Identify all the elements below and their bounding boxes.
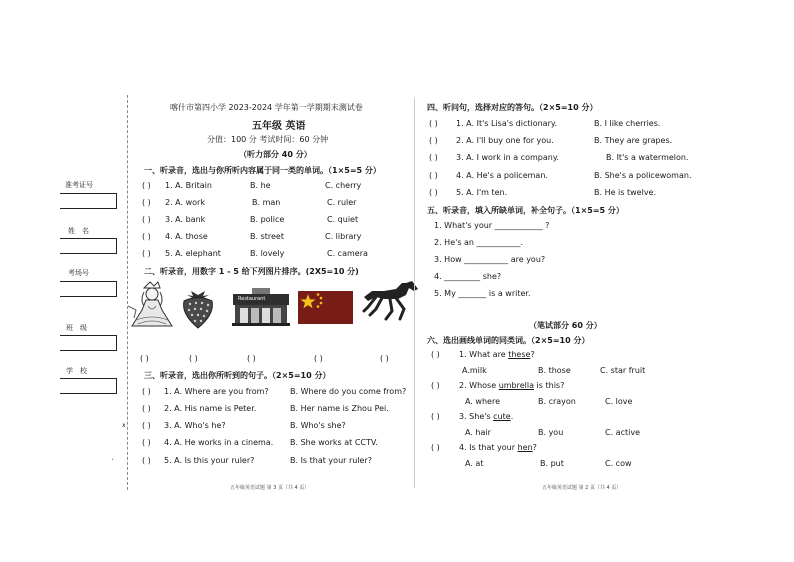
option-b: B. They are grapes. — [594, 136, 673, 145]
answer-blank[interactable]: ( ) — [429, 136, 438, 145]
question-stem: 1. What are these? — [459, 350, 535, 359]
option-b: B. I like cherries. — [594, 119, 661, 128]
answer-blank[interactable]: ( ) — [429, 153, 438, 162]
underlined-word: these — [508, 350, 531, 359]
grade-subject: 五年级 英语 — [252, 121, 306, 132]
answer-blank[interactable]: ( ) — [431, 443, 440, 452]
princess-picture — [128, 280, 176, 330]
option-a: 4. A. He's a policeman. — [456, 171, 548, 180]
option-a: 3. A. bank — [165, 215, 206, 224]
picture-answer-blank-4[interactable]: ( ) — [314, 354, 323, 363]
option-a: 2. A. I'll buy one for you. — [456, 136, 554, 145]
option-a: 2. A. work — [165, 198, 205, 207]
option-c: C. active — [605, 428, 640, 437]
option-c: C. camera — [327, 249, 368, 258]
answer-blank[interactable]: ( ) — [142, 198, 151, 207]
option-a: 1. A. It's Lisa's dictionary. — [456, 119, 558, 128]
option-a: 3. A. I work in a company. — [456, 153, 559, 162]
exam-title: 喀什市第四小学 2023-2024 学年第一学期期末测试卷 — [170, 103, 363, 112]
answer-blank[interactable]: ( ) — [142, 404, 151, 413]
option-b: B. Is that your ruler? — [290, 456, 373, 465]
section2-title: 二、听录音，用数字 1 - 5 给下列图片排序。(2X5=10 分) — [144, 267, 359, 276]
option-b: B. Who's she? — [290, 421, 346, 430]
answer-blank[interactable]: ( ) — [429, 119, 438, 128]
option-b: B. It's a watermelon. — [606, 153, 689, 162]
answer-blank[interactable]: ( ) — [142, 215, 151, 224]
answer-blank[interactable]: ( ) — [431, 350, 440, 359]
option-c: C. love — [605, 397, 633, 406]
option-a: 5. A. Is this your ruler? — [164, 456, 255, 465]
option-b: B. those — [538, 366, 571, 375]
answer-blank[interactable]: ( ) — [142, 387, 151, 396]
footer-page-left: 五年级英语试题 第 3 页（共 4 页） — [230, 485, 310, 491]
option-b: B. She works at CCTV. — [290, 438, 378, 447]
fill-in-sentence-1[interactable]: 1. What's your ____________ ? — [434, 221, 550, 230]
restaurant-picture — [232, 288, 290, 326]
option-b: B. crayon — [538, 397, 576, 406]
exam-number-field[interactable] — [60, 193, 117, 209]
answer-blank[interactable]: ( ) — [429, 188, 438, 197]
option-b: B. put — [540, 459, 564, 468]
option-a: 1. A. Britain — [165, 181, 212, 190]
page-divider — [414, 98, 415, 488]
fill-in-sentence-3[interactable]: 3. How ___________ are you? — [434, 255, 546, 264]
answer-blank[interactable]: ( ) — [431, 381, 440, 390]
option-a: A.milk — [462, 366, 487, 375]
option-a: A. where — [465, 397, 500, 406]
section1-title: 一、听录音，选出与你所听内容属于同一类的单词。（1×5=5 分） — [144, 166, 381, 175]
option-b: B. you — [538, 428, 564, 437]
option-b: B. police — [250, 215, 285, 224]
option-a: A. at — [465, 459, 484, 468]
option-b: B. He is twelve. — [594, 188, 657, 197]
underlined-word: hen — [517, 443, 533, 452]
question-stem: 2. Whose umbrella is this? — [459, 381, 565, 390]
answer-blank[interactable]: ( ) — [142, 421, 151, 430]
option-a: 4. A. He works in a cinema. — [164, 438, 274, 447]
option-b: B. street — [250, 232, 284, 241]
option-b: B. She's a policewoman. — [594, 171, 692, 180]
section6-title: 六、选出画线单词的同类词。（2×5=10 分） — [427, 336, 590, 345]
option-a: A. hair — [465, 428, 491, 437]
school-label: 学 校 — [66, 367, 87, 375]
fill-in-sentence-5[interactable]: 5. My _______ is a writer. — [434, 289, 531, 298]
strawberry-picture — [179, 286, 217, 330]
answer-blank[interactable]: ( ) — [142, 181, 151, 190]
picture-answer-blank-3[interactable]: ( ) — [247, 354, 256, 363]
option-a: 4. A. those — [165, 232, 208, 241]
option-b: B. lovely — [250, 249, 285, 258]
room-label: 考场号 — [68, 269, 89, 277]
class-label: 班 级 — [66, 324, 87, 332]
option-c: C. library — [325, 232, 362, 241]
answer-blank[interactable]: ( ) — [429, 171, 438, 180]
underlined-word: umbrella — [498, 381, 535, 390]
option-a: 5. A. elephant — [165, 249, 221, 258]
answer-blank[interactable]: ( ) — [431, 412, 440, 421]
option-c: C. cherry — [325, 181, 362, 190]
answer-blank[interactable]: ( ) — [142, 249, 151, 258]
written-part-heading: （笔试部分 60 分） — [529, 321, 602, 330]
option-b: B. Where do you come from? — [290, 387, 407, 396]
binding-mark: x — [122, 422, 126, 429]
picture-answer-blank-1[interactable]: ( ) — [140, 354, 149, 363]
underlined-word: cute — [493, 412, 511, 421]
answer-blank[interactable]: ( ) — [142, 438, 151, 447]
answer-blank[interactable]: ( ) — [142, 232, 151, 241]
room-field[interactable] — [60, 281, 117, 297]
option-c: C. star fruit — [600, 366, 646, 375]
listening-part-heading: （听力部分 40 分） — [239, 150, 312, 159]
section4-title: 四、听问句，选择对应的答句。（2×5=10 分） — [427, 103, 598, 112]
option-c: C. cow — [605, 459, 632, 468]
china-flag-picture — [298, 291, 353, 324]
question-stem: 4. Is that your hen? — [459, 443, 537, 452]
option-b: B. man — [252, 198, 281, 207]
score-time: 分值：100 分 考试时间：60 分钟 — [207, 135, 329, 144]
option-a: 3. A. Who's he? — [164, 421, 226, 430]
option-b: B. Her name is Zhou Pei. — [290, 404, 389, 413]
option-c: C. quiet — [327, 215, 359, 224]
picture-answer-blank-5[interactable]: ( ) — [380, 354, 389, 363]
fill-in-sentence-2[interactable]: 2. He's an ___________. — [434, 238, 524, 247]
fill-in-sentence-4[interactable]: 4. _________ she? — [434, 272, 502, 281]
option-b: B. he — [250, 181, 271, 190]
restaurant-sign: Restaurant — [238, 296, 266, 302]
option-a: 2. A. His name is Peter. — [164, 404, 257, 413]
class-field[interactable] — [60, 335, 117, 351]
answer-blank[interactable]: ( ) — [142, 456, 151, 465]
section3-title: 三、听录音，选出你所听到的句子。（2×5=10 分） — [144, 371, 331, 380]
name-label: 姓 名 — [68, 227, 89, 235]
option-c: C. ruler — [327, 198, 357, 207]
option-a: 1. A. Where are you from? — [164, 387, 269, 396]
footer-page-right: 五年级英语试题 第 2 页（共 4 页） — [542, 485, 622, 491]
exam-number-label: 准考证号 — [65, 181, 93, 189]
option-a: 5. A. I'm ten. — [456, 188, 508, 197]
school-field[interactable] — [60, 378, 117, 394]
section5-title: 五、听录音，填入所缺单词，补全句子。（1×5=5 分） — [427, 206, 624, 215]
question-stem: 3. She's cute. — [459, 412, 514, 421]
name-field[interactable] — [60, 238, 117, 254]
picture-answer-blank-2[interactable]: ( ) — [189, 354, 198, 363]
horse-picture — [362, 279, 422, 323]
binding-mark: ' — [112, 458, 114, 465]
